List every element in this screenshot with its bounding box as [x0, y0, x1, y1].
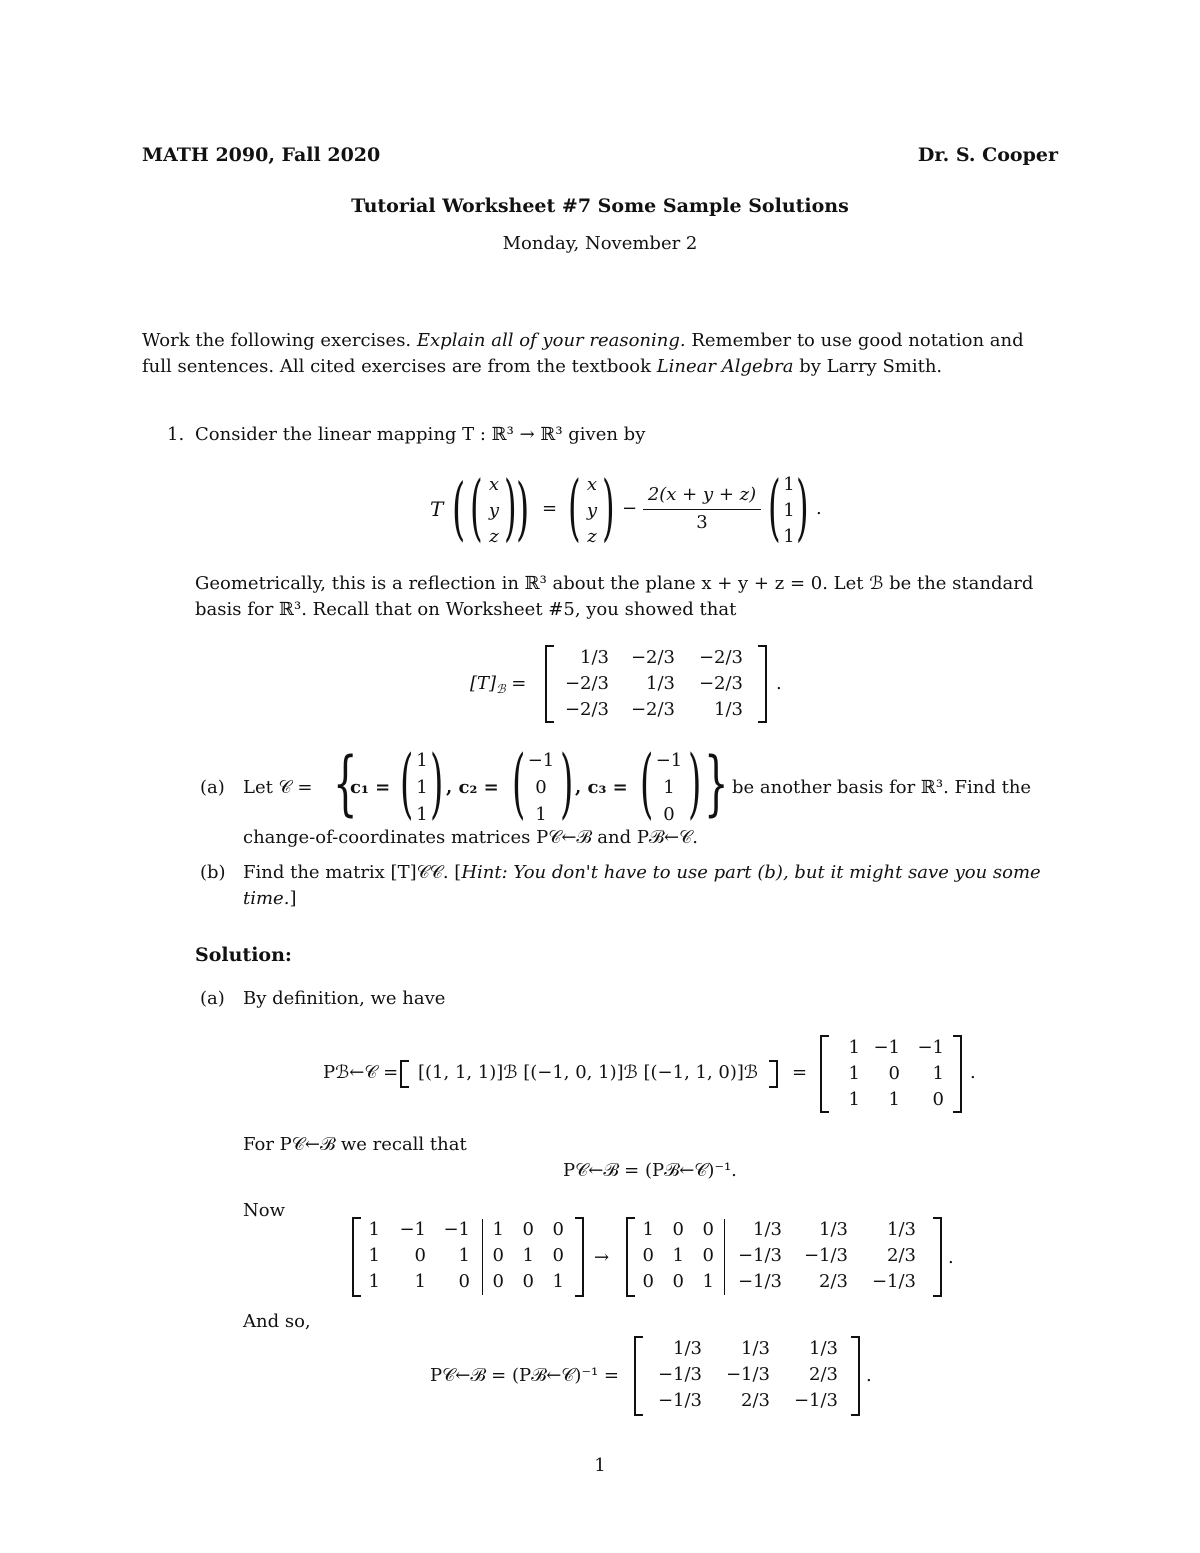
pbc-period: . [970, 1062, 976, 1083]
pbc-left-bracket [820, 1035, 829, 1113]
augmented-cell: 0 [672, 1219, 684, 1240]
vec-z: z [489, 526, 499, 547]
augmented-cell: 0 [414, 1245, 426, 1266]
augmented-cell: 1/3 [887, 1219, 916, 1240]
final-cell: 1/3 [809, 1338, 838, 1359]
c2-entry: 0 [535, 777, 547, 798]
matrix-cell: 1/3 [714, 699, 743, 720]
part-a-let: Let 𝒞 = [243, 777, 313, 798]
vector2-right-paren: ) [602, 465, 615, 549]
matrix-cell: −2/3 [698, 673, 743, 694]
matrix-cell: −2/3 [698, 647, 743, 668]
vec2-x: x [586, 474, 598, 495]
recall-text: For P𝒞←ℬ we recall that [243, 1134, 467, 1155]
fraction-denominator: 3 [696, 512, 708, 533]
pbc-lhs: Pℬ←𝒞 = [323, 1062, 399, 1083]
instructor-name: Dr. S. Cooper [917, 144, 1058, 166]
final-lhs: P𝒞←ℬ = (Pℬ←𝒞)⁻¹ = [430, 1365, 619, 1386]
solution-a-label: (a) [200, 988, 225, 1009]
minus-sign: − [622, 498, 638, 519]
augmented-cell: 1 [702, 1271, 714, 1292]
augmented-cell: 0 [702, 1219, 714, 1240]
aug-right-left-bracket [626, 1217, 635, 1297]
augmented-cell: 2/3 [887, 1245, 916, 1266]
mapping-symbol: T [430, 497, 444, 521]
matrix-cell: −2/3 [630, 699, 675, 720]
intro-text-4: by Larry Smith. [793, 356, 943, 377]
c2-entry: 1 [535, 804, 547, 825]
c2-left-paren: ( [512, 738, 526, 827]
vec2-y: y [586, 500, 598, 521]
aug-right-right-bracket [933, 1217, 942, 1297]
c3-right-paren: ) [688, 738, 702, 827]
matrix-label-text: [T] [470, 673, 497, 694]
augmented-cell: 1 [368, 1271, 380, 1292]
ones-3: 1 [783, 526, 795, 547]
part-a-label: (a) [200, 777, 225, 798]
c3-entry: 0 [663, 804, 675, 825]
cols-right-bracket [769, 1060, 778, 1088]
matrix-subsup: ℬ [496, 682, 506, 696]
part-a-text-2: be another basis for ℝ³. Find the [732, 777, 1032, 798]
ones-right-paren: ) [796, 465, 809, 549]
part-b-hint-end: time. [243, 888, 290, 909]
augmented-cell: 1 [552, 1271, 564, 1292]
matrix-cell: −2/3 [564, 699, 609, 720]
now-text: Now [243, 1200, 285, 1221]
recall-equation: P𝒞←ℬ = (Pℬ←𝒞)⁻¹. [563, 1160, 737, 1181]
vec-x: x [488, 474, 500, 495]
augmented-cell: 0 [522, 1219, 534, 1240]
problem-number: 1. [167, 424, 185, 445]
c1-entry: 1 [416, 750, 428, 771]
augmented-cell: 1 [642, 1219, 654, 1240]
c1-left-paren: ( [400, 738, 414, 827]
part-b-line-1 [243, 862, 1041, 883]
ones-left-paren: ( [768, 465, 781, 549]
part-b-label: (b) [200, 862, 226, 883]
intro-text-2: Remember to use good notation and [685, 330, 1024, 351]
pbc-cell: 0 [888, 1063, 900, 1084]
matrix-left-bracket [545, 645, 554, 723]
intro-text-3: full sentences. All cited exercises are from the textbook [142, 356, 657, 377]
intro-line-2 [142, 356, 942, 377]
vector-xyz-2 [582, 472, 602, 550]
augmented-cell: 0 [642, 1245, 654, 1266]
pbc-cell: −1 [873, 1037, 900, 1058]
intro-text: Work the following exercises. [142, 330, 417, 351]
cols-left-bracket [400, 1060, 409, 1088]
c3-left-paren: ( [640, 738, 654, 827]
ones-1: 1 [783, 474, 795, 495]
intro-line-1 [142, 330, 1024, 351]
augmented-cell: −1/3 [871, 1271, 916, 1292]
pbc-matrix [820, 1035, 962, 1113]
c2-entry: −1 [527, 750, 555, 771]
augmented-cell: 0 [642, 1271, 654, 1292]
augmented-cell: −1/3 [803, 1245, 848, 1266]
c1-vector [414, 747, 430, 828]
vector-ones [782, 472, 796, 550]
matrix-cell: −2/3 [564, 673, 609, 694]
final-cell: −1/3 [657, 1364, 702, 1385]
augmented-cell: 0 [672, 1271, 684, 1292]
aug-left-right-bracket [575, 1217, 584, 1297]
final-matrix [634, 1336, 860, 1416]
solution-a-text: By definition, we have [243, 988, 446, 1009]
c3-entry: 1 [663, 777, 675, 798]
augmented-cell: 1 [672, 1245, 684, 1266]
pbc-cell: 1 [848, 1063, 860, 1084]
fraction-bar [643, 509, 761, 510]
vector-xyz [484, 472, 504, 550]
augmented-cell: 0 [702, 1245, 714, 1266]
c2-label: , c₂ = [446, 777, 499, 798]
equation-period: . [816, 498, 822, 519]
vector-right-paren: ) [504, 465, 517, 549]
set-right-brace: } [704, 742, 729, 824]
set-left-brace: { [333, 742, 358, 824]
final-cell: −1/3 [657, 1390, 702, 1411]
augmented-cell: 1 [492, 1219, 504, 1240]
final-cell: −1/3 [725, 1364, 770, 1385]
pbc-cell: 1 [888, 1089, 900, 1110]
augmented-cell: 0 [458, 1271, 470, 1292]
pbc-cell: 0 [932, 1089, 944, 1110]
final-cell: 1/3 [741, 1338, 770, 1359]
augmented-cell: 1 [414, 1271, 426, 1292]
augmented-cell: 2/3 [819, 1271, 848, 1292]
final-cell: 2/3 [741, 1390, 770, 1411]
augmented-cell: 0 [522, 1271, 534, 1292]
c2-right-paren: ) [560, 738, 574, 827]
matrix-period: . [776, 673, 782, 694]
pbc-equals: = [792, 1062, 808, 1083]
augmented-cell: 0 [492, 1245, 504, 1266]
standard-matrix-label: $[T]_ℬ$ = [470, 673, 527, 696]
vector-left-paren: ( [470, 465, 483, 549]
intro-emphasis: Explain all of your reasoning. [416, 330, 686, 351]
course-title: MATH 2090, Fall 2020 [142, 144, 381, 166]
augmented-cell: 1/3 [819, 1219, 848, 1240]
augmented-cell: −1/3 [737, 1271, 782, 1292]
final-period: . [866, 1365, 872, 1386]
pbc-cell: 1 [848, 1089, 860, 1110]
page-number: 1 [594, 1455, 606, 1476]
aug-left-bracket [352, 1217, 361, 1297]
part-b-line-2 [243, 888, 296, 909]
vec2-z: z [587, 526, 597, 547]
augmented-cell: 0 [492, 1271, 504, 1292]
row-reduce-arrow: → [594, 1247, 610, 1268]
pbc-cell: −1 [917, 1037, 944, 1058]
matrix-cell: −2/3 [630, 647, 675, 668]
part-b-text: Find the matrix [T]𝒞𝒞. [ [243, 862, 462, 883]
final-left-bracket [634, 1336, 643, 1416]
c1-entry: 1 [416, 777, 428, 798]
worksheet-title: Tutorial Worksheet #7 Some Sample Solutions [351, 195, 849, 217]
final-cell: −1/3 [793, 1390, 838, 1411]
geometric-line-1: Geometrically, this is a reflection in ℝ³ about the plane x + y + z = 0. Let ℬ be the standard [195, 573, 1034, 594]
part-b-bracket: ] [289, 888, 297, 909]
pbc-right-bracket [953, 1035, 962, 1113]
augmented-cell: −1/3 [737, 1245, 782, 1266]
c3-entry: −1 [655, 750, 683, 771]
final-cell: 1/3 [673, 1338, 702, 1359]
augmented-cell: −1 [399, 1219, 426, 1240]
standard-matrix [545, 645, 767, 723]
matrix-right-bracket [758, 645, 767, 723]
augment-divider-2 [724, 1219, 725, 1295]
aug-period: . [948, 1247, 954, 1268]
pbc-columns-text: [(1, 1, 1)]ℬ [(−1, 0, 1)]ℬ [(−1, 1, 0)]ℬ [418, 1062, 759, 1083]
c3-vector [652, 747, 686, 828]
c1-entry: 1 [416, 804, 428, 825]
textbook-title: Linear Algebra [656, 356, 794, 377]
worksheet-date: Monday, November 2 [502, 233, 698, 254]
fraction-numerator: 2(x + y + z) [647, 484, 757, 505]
pbc-cell: 1 [848, 1037, 860, 1058]
augmented-cell: −1 [443, 1219, 470, 1240]
ones-2: 1 [783, 500, 795, 521]
matrix-cell: 1/3 [646, 673, 675, 694]
augmented-matrix-right [626, 1217, 942, 1297]
equals-sign: = [542, 498, 558, 519]
vector2-left-paren: ( [568, 465, 581, 549]
augmented-cell: 1 [368, 1245, 380, 1266]
problem-stem: Consider the linear mapping T : ℝ³ → ℝ³ given by [195, 424, 646, 445]
augmented-cell: 1 [522, 1245, 534, 1266]
augmented-cell: 1/3 [753, 1219, 782, 1240]
part-a-text-3: change-of-coordinates matrices P𝒞←ℬ and Pℬ←𝒞. [243, 827, 698, 848]
final-right-bracket [851, 1336, 860, 1416]
augmented-cell: 1 [458, 1245, 470, 1266]
vec-y: y [488, 500, 500, 521]
outer-left-paren: ( [452, 470, 466, 549]
solution-heading: Solution: [195, 944, 292, 966]
c3-label: , c₃ = [575, 777, 628, 798]
matrix-cell: 1/3 [580, 647, 609, 668]
outer-right-paren: ) [516, 470, 530, 549]
augmented-cell: 1 [368, 1219, 380, 1240]
c1-right-paren: ) [430, 738, 444, 827]
c1-label: c₁ = [350, 777, 391, 798]
part-b-hint: Hint: You don't have to use part (b), but it might save you some [461, 862, 1041, 883]
pbc-columns-matrix [400, 1060, 778, 1088]
augmented-cell: 0 [552, 1245, 564, 1266]
augmented-cell: 0 [552, 1219, 564, 1240]
augment-divider [482, 1219, 483, 1295]
pbc-cell: 1 [932, 1063, 944, 1084]
and-so-text: And so, [243, 1311, 311, 1332]
geometric-line-2: basis for ℝ³. Recall that on Worksheet #5, you showed that [195, 599, 737, 620]
final-cell: 2/3 [809, 1364, 838, 1385]
c2-vector [524, 747, 558, 828]
augmented-matrix-left [352, 1217, 584, 1297]
